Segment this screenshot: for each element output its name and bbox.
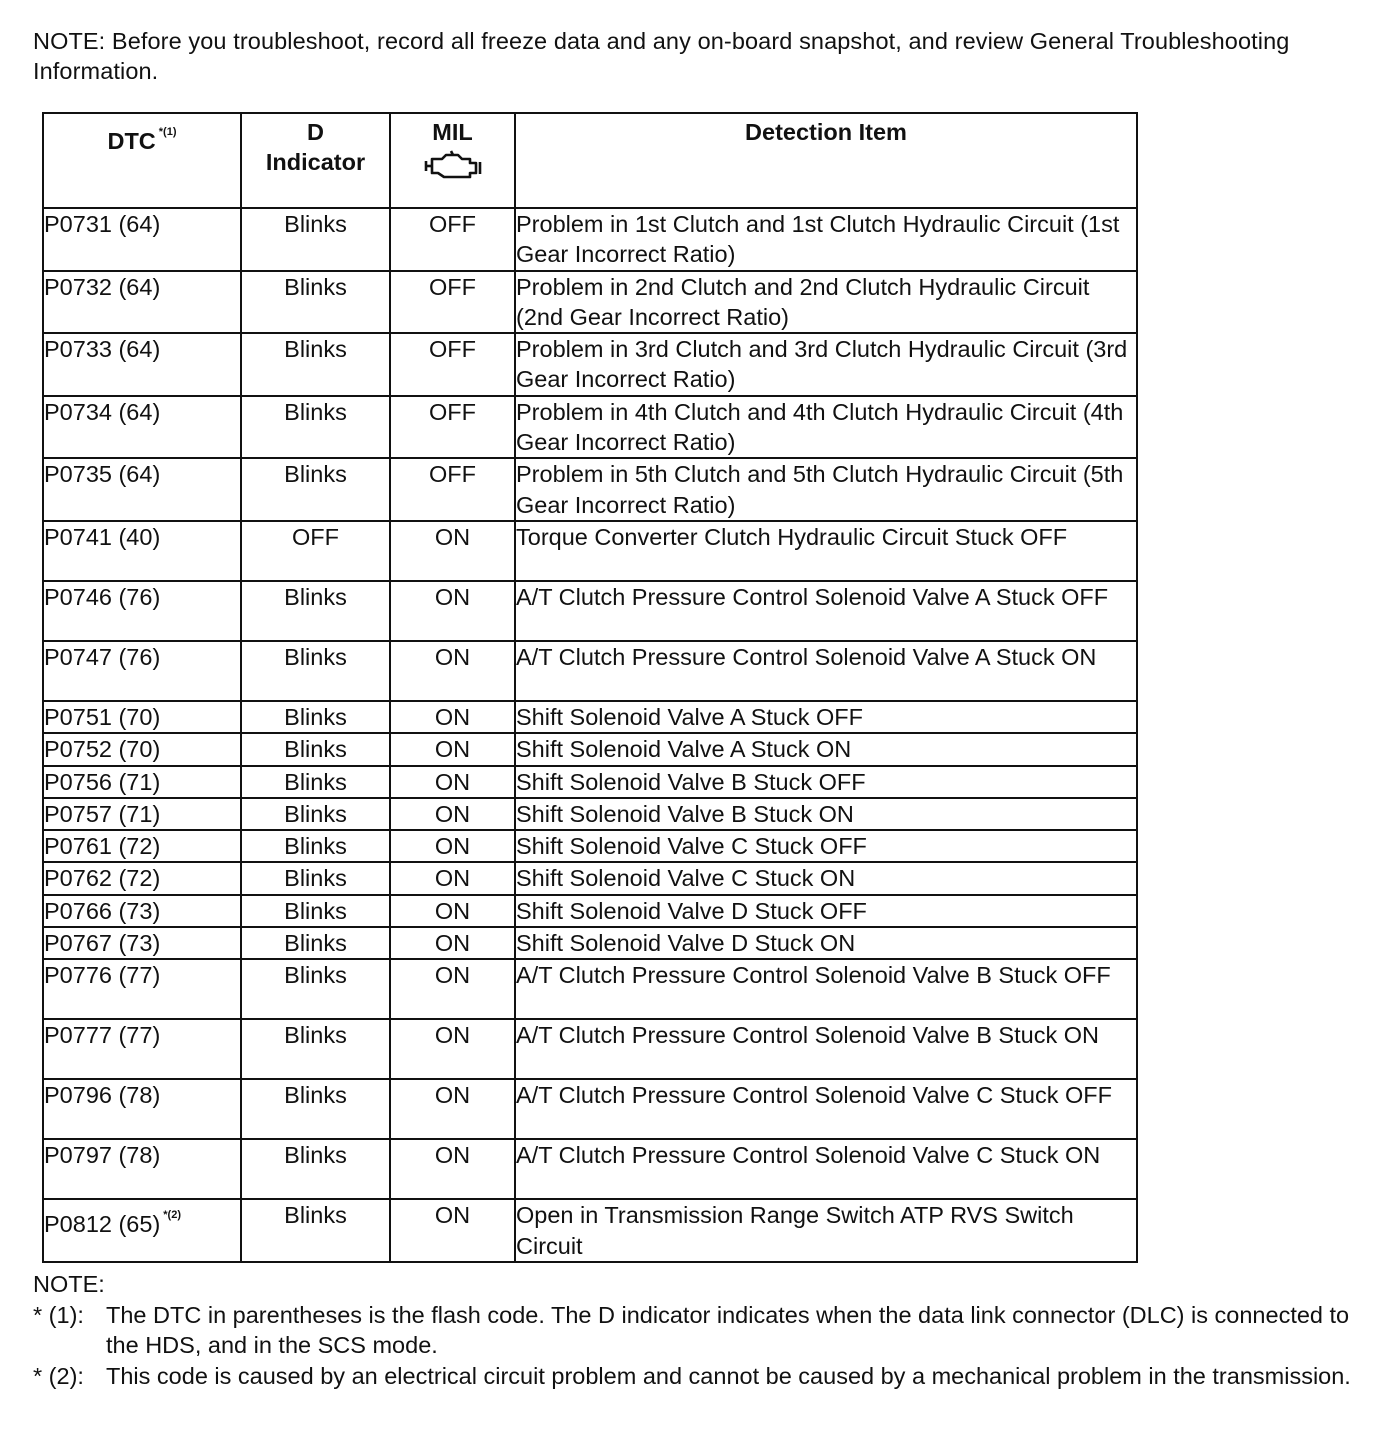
detection-item-cell: Open in Transmission Range Switch ATP RVS Switch Circuit (515, 1199, 1137, 1262)
intro-note: NOTE: Before you troubleshoot, record all freeze data and any on-board snapshot, and review General Troubleshooting Information. (33, 28, 1290, 84)
check-engine-icon (422, 149, 484, 183)
footnote-1-mark: * (1): (33, 1301, 84, 1328)
dtc-cell (43, 208, 241, 271)
detection-item-cell: Shift Solenoid Valve D Stuck OFF (515, 895, 1137, 927)
dtc-code: P0756 (71) (44, 768, 161, 795)
dtc-cell (43, 1019, 241, 1079)
table-row (43, 521, 1137, 581)
detection-item-cell: Shift Solenoid Valve D Stuck ON (515, 927, 1137, 959)
table-row (43, 1079, 1137, 1139)
mil-cell: ON (390, 701, 515, 733)
table-row (43, 798, 1137, 830)
header-d-line2: Indicator (265, 149, 366, 176)
detection-item-cell: Shift Solenoid Valve B Stuck OFF (515, 766, 1137, 798)
dtc-code: P0751 (70) (44, 703, 161, 730)
detection-item-cell: Torque Converter Clutch Hydraulic Circuit Stuck OFF (515, 521, 1137, 581)
dtc-code: P0747 (76) (44, 643, 161, 670)
dtc-cell (43, 733, 241, 765)
detection-item-cell: A/T Clutch Pressure Control Solenoid Valve C Stuck OFF (515, 1079, 1137, 1139)
dtc-code: P0767 (73) (44, 930, 161, 957)
table-row (43, 895, 1137, 927)
header-d-line1: D (307, 119, 324, 145)
table-body (43, 208, 1137, 1262)
detection-item-cell: A/T Clutch Pressure Control Solenoid Valve B Stuck OFF (515, 959, 1137, 1019)
table-row (43, 766, 1137, 798)
detection-item-cell: A/T Clutch Pressure Control Solenoid Valve A Stuck ON (515, 641, 1137, 701)
dtc-code: P0734 (64) (44, 398, 161, 425)
dtc-cell (43, 927, 241, 959)
header-dtc-label: DTC (107, 128, 156, 154)
mil-cell: ON (390, 733, 515, 765)
d-indicator-cell: Blinks (241, 959, 390, 1019)
dtc-code: P0752 (70) (44, 736, 161, 763)
detection-item-cell: A/T Clutch Pressure Control Solenoid Valve C Stuck ON (515, 1139, 1137, 1199)
dtc-code: P0761 (72) (44, 833, 161, 860)
dtc-cell (43, 1139, 241, 1199)
footnote-1 (33, 1300, 1353, 1361)
dtc-code: P0762 (72) (44, 865, 161, 892)
dtc-cell (43, 862, 241, 894)
d-indicator-cell: Blinks (241, 1019, 390, 1079)
dtc-code: P0735 (64) (44, 461, 161, 488)
dtc-code: P0776 (77) (44, 962, 161, 989)
detection-item-cell: A/T Clutch Pressure Control Solenoid Valve A Stuck OFF (515, 581, 1137, 641)
table-row (43, 733, 1137, 765)
dtc-code: P0741 (40) (44, 523, 161, 550)
mil-cell: ON (390, 895, 515, 927)
table-row (43, 1139, 1137, 1199)
d-indicator-cell: Blinks (241, 733, 390, 765)
table-row (43, 1019, 1137, 1079)
dtc-table (42, 112, 1138, 1263)
mil-cell: ON (390, 862, 515, 894)
d-indicator-cell: Blinks (241, 895, 390, 927)
d-indicator-cell: Blinks (241, 766, 390, 798)
d-indicator-cell: Blinks (241, 701, 390, 733)
mil-cell: ON (390, 766, 515, 798)
table-row (43, 641, 1137, 701)
mil-cell: ON (390, 1079, 515, 1139)
header-dtc-footnote: *(1) (158, 126, 177, 138)
d-indicator-cell: Blinks (241, 208, 390, 271)
mil-cell: ON (390, 521, 515, 581)
dtc-cell (43, 458, 241, 521)
dtc-code: P0732 (64) (44, 273, 161, 300)
detection-item-cell: Shift Solenoid Valve C Stuck OFF (515, 830, 1137, 862)
detection-item-cell: Shift Solenoid Valve B Stuck ON (515, 798, 1137, 830)
detection-item-cell: Problem in 4th Clutch and 4th Clutch Hydraulic Circuit (4th Gear Incorrect Ratio) (515, 396, 1137, 459)
mil-cell: OFF (390, 271, 515, 334)
table-row (43, 830, 1137, 862)
mil-cell: ON (390, 1019, 515, 1079)
d-indicator-cell: Blinks (241, 830, 390, 862)
d-indicator-cell: Blinks (241, 927, 390, 959)
dtc-cell (43, 581, 241, 641)
d-indicator-cell: Blinks (241, 1139, 390, 1199)
dtc-cell (43, 521, 241, 581)
mil-cell: ON (390, 641, 515, 701)
table-header-row (43, 113, 1137, 208)
detection-item-cell: Problem in 5th Clutch and 5th Clutch Hydraulic Circuit (5th Gear Incorrect Ratio) (515, 458, 1137, 521)
dtc-code: P0797 (78) (44, 1142, 161, 1169)
dtc-cell (43, 271, 241, 334)
dtc-code: P0796 (78) (44, 1082, 161, 1109)
dtc-cell (43, 830, 241, 862)
d-indicator-cell: Blinks (241, 1079, 390, 1139)
dtc-code: P0746 (76) (44, 583, 161, 610)
footnotes (33, 1269, 1353, 1391)
mil-cell: ON (390, 959, 515, 1019)
detection-item-cell: Shift Solenoid Valve A Stuck OFF (515, 701, 1137, 733)
dtc-cell (43, 798, 241, 830)
dtc-code: P0766 (73) (44, 897, 161, 924)
d-indicator-cell: Blinks (241, 641, 390, 701)
detection-item-cell: Problem in 2nd Clutch and 2nd Clutch Hydraulic Circuit (2nd Gear Incorrect Ratio) (515, 271, 1137, 334)
d-indicator-cell: Blinks (241, 581, 390, 641)
dtc-cell (43, 1199, 241, 1262)
header-mil-label: MIL (432, 119, 473, 145)
mil-cell: ON (390, 830, 515, 862)
dtc-code: P0757 (71) (44, 800, 161, 827)
table-row (43, 458, 1137, 521)
dtc-code: P0777 (77) (44, 1022, 161, 1049)
table-row (43, 1199, 1137, 1262)
detection-item-cell: Shift Solenoid Valve C Stuck ON (515, 862, 1137, 894)
mil-cell: ON (390, 581, 515, 641)
footnote-2-text: This code is caused by an electrical circuit problem and cannot be caused by a mechanical problem in the transmission. (106, 1362, 1351, 1389)
table-row (43, 208, 1137, 271)
dtc-cell (43, 959, 241, 1019)
table-row (43, 927, 1137, 959)
mil-cell: OFF (390, 208, 515, 271)
footnote-2-mark: * (2): (33, 1362, 84, 1389)
dtc-cell (43, 641, 241, 701)
mil-cell: OFF (390, 458, 515, 521)
table-row (43, 271, 1137, 334)
dtc-cell (43, 1079, 241, 1139)
table-row (43, 333, 1137, 396)
mil-cell: OFF (390, 333, 515, 396)
mil-cell: ON (390, 1199, 515, 1262)
mil-cell: OFF (390, 396, 515, 459)
table-row (43, 959, 1137, 1019)
dtc-cell (43, 396, 241, 459)
header-d-indicator (241, 113, 390, 208)
dtc-footnote-mark: *(2) (163, 1209, 182, 1222)
d-indicator-cell: OFF (241, 521, 390, 581)
dtc-cell (43, 895, 241, 927)
d-indicator-cell: Blinks (241, 798, 390, 830)
mil-cell: ON (390, 927, 515, 959)
mil-cell: ON (390, 1139, 515, 1199)
dtc-cell (43, 766, 241, 798)
detection-item-cell: Problem in 3rd Clutch and 3rd Clutch Hydraulic Circuit (3rd Gear Incorrect Ratio) (515, 333, 1137, 396)
d-indicator-cell: Blinks (241, 271, 390, 334)
mil-cell: ON (390, 798, 515, 830)
table-row (43, 862, 1137, 894)
dtc-cell (43, 701, 241, 733)
table-row (43, 701, 1137, 733)
header-detection-item: Detection Item (515, 113, 1137, 208)
dtc-code: P0731 (64) (44, 211, 161, 237)
detection-item-cell: A/T Clutch Pressure Control Solenoid Valve B Stuck ON (515, 1019, 1137, 1079)
table-row (43, 396, 1137, 459)
d-indicator-cell: Blinks (241, 458, 390, 521)
notes-heading: NOTE: (33, 1271, 105, 1297)
detection-item-cell: Shift Solenoid Valve A Stuck ON (515, 733, 1137, 765)
d-indicator-cell: Blinks (241, 862, 390, 894)
d-indicator-cell: Blinks (241, 333, 390, 396)
detection-item-cell: Problem in 1st Clutch and 1st Clutch Hydraulic Circuit (1st Gear Incorrect Ratio) (515, 208, 1137, 271)
footnote-2 (33, 1361, 1353, 1392)
dtc-code: P0733 (64) (44, 336, 161, 363)
d-indicator-cell: Blinks (241, 1199, 390, 1262)
dtc-code: P0812 (65) (44, 1211, 161, 1238)
footnote-1-text: The DTC in parentheses is the flash code. The D indicator indicates when the data link connector (DLC) is connected to the HDS, and in the SCS mode. (106, 1301, 1350, 1358)
table-row (43, 581, 1137, 641)
header-mil (390, 113, 515, 208)
d-indicator-cell: Blinks (241, 396, 390, 459)
header-dtc (43, 113, 241, 208)
dtc-cell (43, 333, 241, 396)
